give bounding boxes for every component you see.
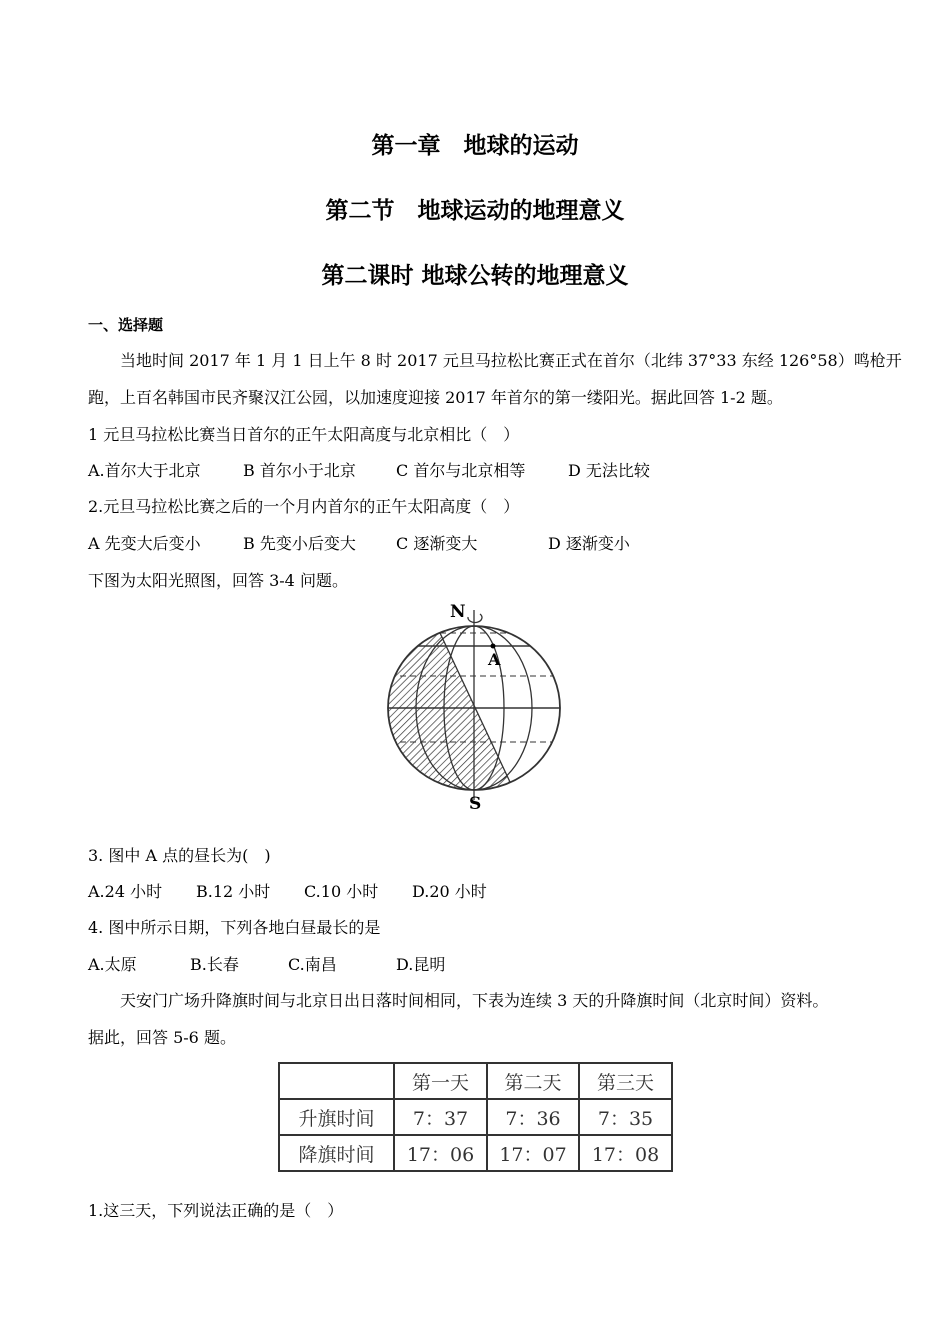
table-cell: 17：08 bbox=[579, 1135, 672, 1171]
q2-option-c: C 逐渐变大 bbox=[396, 534, 478, 553]
q5-stem: 1.这三天，下列说法正确的是（ ） bbox=[88, 1201, 344, 1220]
sunlight-globe-figure bbox=[370, 595, 590, 815]
table-header-cell: 第三天 bbox=[579, 1063, 672, 1099]
table-header-row bbox=[279, 1063, 672, 1099]
point-a-label: A bbox=[488, 650, 501, 669]
q3-option-d: D.20 小时 bbox=[412, 882, 487, 901]
table-row bbox=[279, 1135, 672, 1171]
flag-time-table bbox=[278, 1062, 673, 1172]
north-label: N bbox=[450, 602, 466, 622]
table-header-cell: 第二天 bbox=[487, 1063, 579, 1099]
passage2-line2: 据此，回答 5-6 题。 bbox=[88, 1028, 236, 1047]
q3-stem: 3. 图中 A 点的昼长为( ) bbox=[88, 846, 271, 865]
q3-option-b: B.12 小时 bbox=[196, 882, 271, 901]
south-label: S bbox=[469, 794, 482, 814]
q2-option-a: A 先变大后变小 bbox=[88, 534, 201, 553]
chapter-title: 第一章 地球的运动 bbox=[371, 133, 579, 159]
q3-options bbox=[88, 879, 688, 901]
passage1-line1: 当地时间 2017 年 1 月 1 日上午 8 时 2017 元旦马拉松比赛正式在首尔（北纬 37°33 东经 126°58）鸣枪开 bbox=[120, 351, 902, 370]
q4-options bbox=[88, 952, 688, 974]
table-cell: 7：35 bbox=[579, 1099, 672, 1135]
passage1-line2: 跑，上百名韩国市民齐聚汉江公园，以加速度迎接 2017 年首尔的第一缕阳光。据此回答 1-2 题。 bbox=[88, 388, 783, 407]
table-cell: 7：36 bbox=[487, 1099, 579, 1135]
q2-option-d: D 逐渐变小 bbox=[548, 534, 630, 553]
q4-option-d: D.昆明 bbox=[396, 955, 446, 974]
q4-stem: 4. 图中所示日期，下列各地白昼最长的是 bbox=[88, 918, 381, 937]
passage2-line1: 天安门广场升降旗时间与北京日出日落时间相同，下表为连续 3 天的升降旗时间（北京时间）资料。 bbox=[120, 991, 829, 1010]
q4-option-c: C.南昌 bbox=[288, 955, 337, 974]
q2-stem: 2.元旦马拉松比赛之后的一个月内首尔的正午太阳高度（ ） bbox=[88, 497, 520, 516]
q1-option-a: A.首尔大于北京 bbox=[88, 461, 201, 480]
lesson-title: 第二课时 地球公转的地理意义 bbox=[321, 263, 629, 289]
table-cell: 升旗时间 bbox=[279, 1099, 394, 1135]
q3-option-c: C.10 小时 bbox=[304, 882, 379, 901]
q1-stem: 1 元旦马拉松比赛当日首尔的正午太阳高度与北京相比（ ） bbox=[88, 425, 520, 444]
rotation-arrow-icon bbox=[468, 614, 482, 622]
q2-option-b: B 先变小后变大 bbox=[243, 534, 356, 553]
q4-option-a: A.太原 bbox=[88, 955, 137, 974]
q1-options bbox=[88, 458, 788, 480]
q3-option-a: A.24 小时 bbox=[88, 882, 163, 901]
section-title: 第二节 地球运动的地理意义 bbox=[325, 198, 625, 224]
table-cell: 降旗时间 bbox=[279, 1135, 394, 1171]
q1-option-b: B 首尔小于北京 bbox=[243, 461, 356, 480]
section-label: 一、选择题 bbox=[88, 316, 164, 334]
table-cell: 7：37 bbox=[394, 1099, 487, 1135]
table-header-cell: 第一天 bbox=[394, 1063, 487, 1099]
q2-options bbox=[88, 531, 788, 553]
table-cell: 17：07 bbox=[487, 1135, 579, 1171]
table-row bbox=[279, 1099, 672, 1135]
q1-option-c: C 首尔与北京相等 bbox=[396, 461, 526, 480]
q4-option-b: B.长春 bbox=[190, 955, 239, 974]
point-a-marker bbox=[491, 644, 496, 649]
q1-option-d: D 无法比较 bbox=[568, 461, 650, 480]
table-cell: 17：06 bbox=[394, 1135, 487, 1171]
figure-intro: 下图为太阳光照图，回答 3-4 问题。 bbox=[88, 571, 348, 590]
table-header-cell bbox=[279, 1063, 394, 1099]
